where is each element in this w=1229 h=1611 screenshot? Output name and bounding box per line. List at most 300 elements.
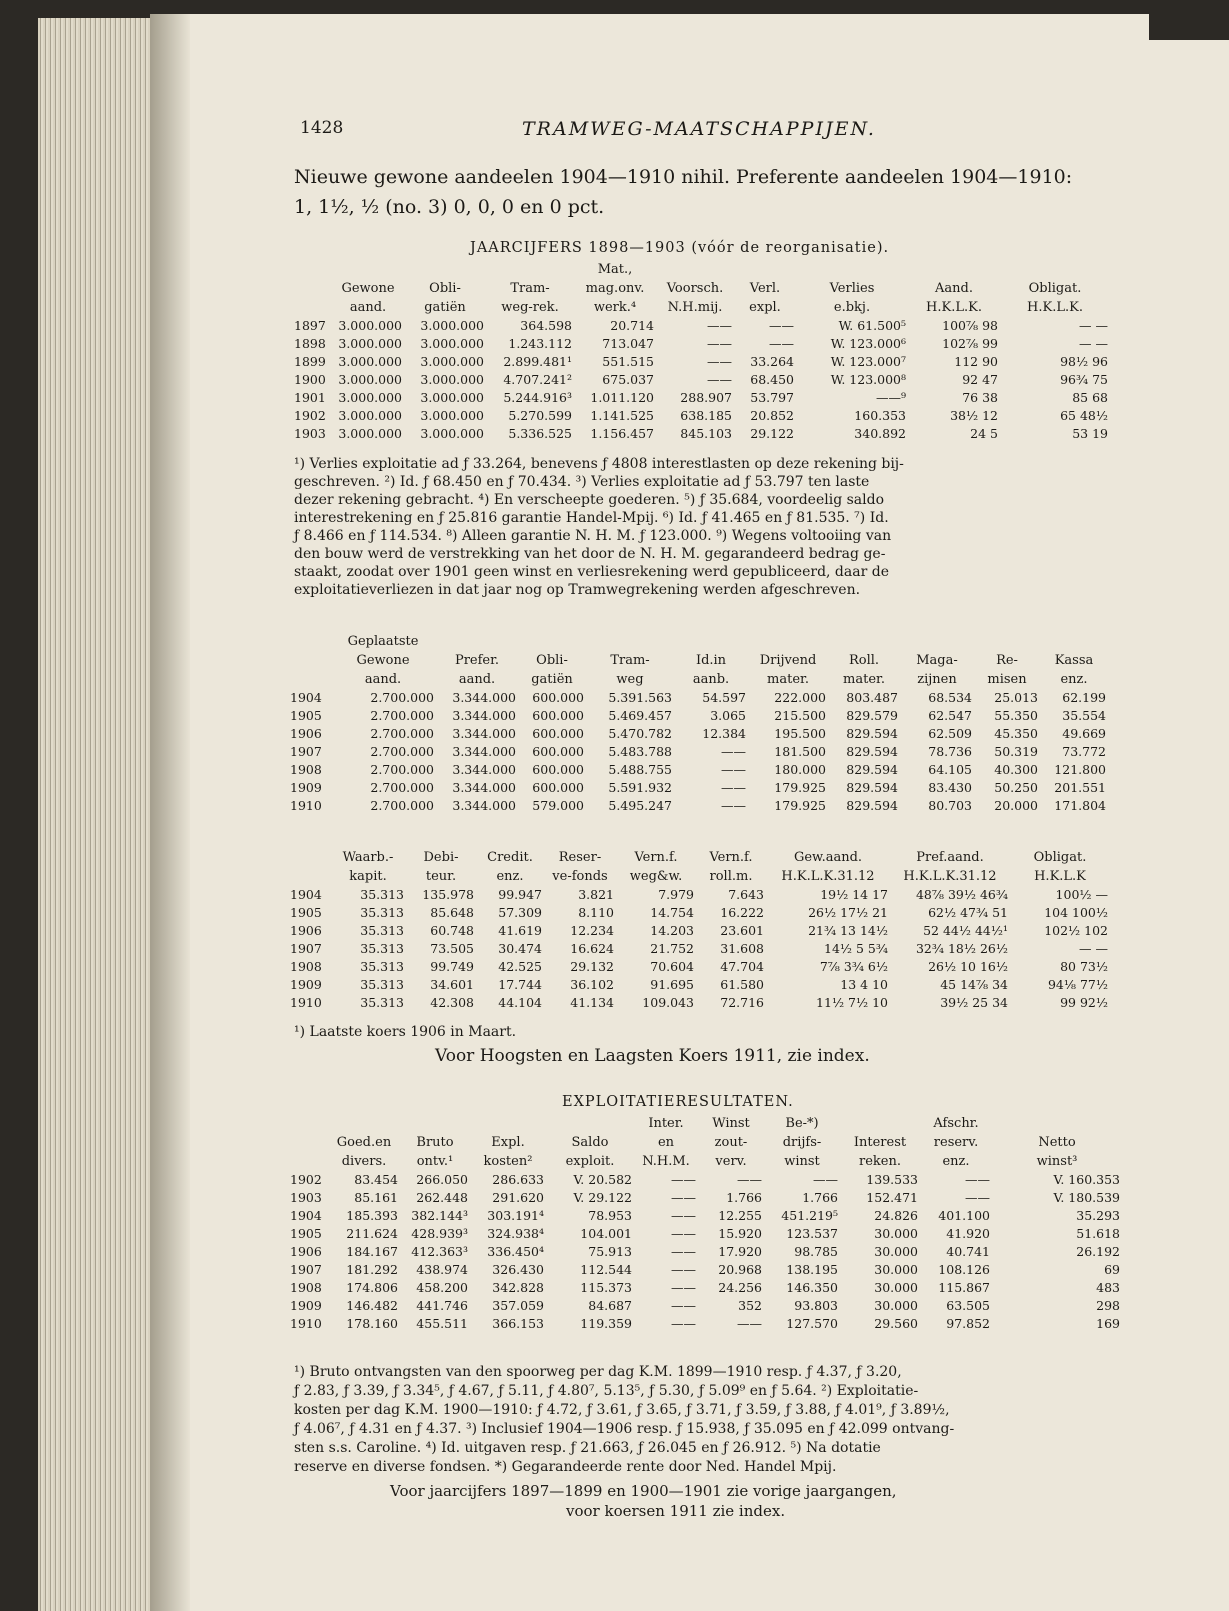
- table-cell: 600.000: [532, 726, 584, 741]
- footnote-line: den bouw werd de verstrekking van het door de N. H. M. gegarandeerd bedrag ge-: [294, 546, 886, 562]
- column-header: [290, 867, 330, 886]
- column-header: Obligat.: [1028, 281, 1082, 296]
- dark-corner: [1149, 0, 1229, 40]
- table-cell: 62.547: [928, 708, 972, 723]
- table-cell: 428.939³: [411, 1226, 468, 1241]
- column-header: divers.: [341, 1154, 387, 1169]
- table-cell: 438.974: [416, 1262, 468, 1277]
- table-cell: ——: [707, 336, 732, 351]
- column-header: enz.: [496, 869, 524, 884]
- table-cell: 96¾ 75: [1060, 372, 1108, 387]
- column-header: [992, 1114, 1122, 1133]
- table-cell: 62.199: [1062, 690, 1106, 705]
- table-cell: 3.344.000: [452, 798, 516, 813]
- table-cell: 102⅞ 99: [942, 336, 998, 351]
- table-cell: 121.800: [1054, 762, 1106, 777]
- table-cell: 91.695: [650, 977, 694, 992]
- table-cell: 36.102: [570, 977, 614, 992]
- table-cell: 104 100½: [1044, 905, 1108, 920]
- table-cell: ——: [721, 780, 746, 795]
- column-header: Gewone: [356, 653, 410, 668]
- header-row: [290, 1114, 1122, 1133]
- column-header: [294, 260, 332, 279]
- table-cell: 69: [1104, 1262, 1120, 1277]
- table-cell: 98½ 96: [1060, 354, 1108, 369]
- table-cell: 11½ 7½ 10: [816, 995, 888, 1010]
- year-cell: 1902: [290, 1172, 322, 1187]
- column-header: [518, 632, 586, 651]
- table-cell: 35.313: [360, 887, 404, 902]
- table-cell: 181.292: [346, 1262, 398, 1277]
- table-cell: 713.047: [602, 336, 654, 351]
- table-cell: 458.200: [416, 1280, 468, 1295]
- table-cell: 291.620: [492, 1190, 544, 1205]
- table-cell: 286.633: [492, 1172, 544, 1187]
- column-header: mag.onv.: [585, 281, 645, 296]
- footnote-line: kosten per dag K.M. 1900—1910: ƒ 4.72, ƒ 3.61, ƒ 3.65, ƒ 3.71, ƒ 3.59, ƒ 3.88, ƒ 4.01⁹, ƒ 3.89½,: [294, 1402, 950, 1418]
- table-cell: 579.000: [532, 798, 584, 813]
- column-header: gatiën: [424, 300, 466, 315]
- column-header: Roll.: [848, 653, 880, 668]
- table-cell: 62½ 47¾ 51: [928, 905, 1008, 920]
- table-cell: 3.821: [578, 887, 614, 902]
- year-cell: 1897: [294, 318, 326, 333]
- column-header: Vern.f.: [634, 850, 678, 865]
- table-cell: 2.700.000: [370, 744, 434, 759]
- table-cell: ——: [671, 1262, 696, 1277]
- closing-line-1: Voor jaarcijfers 1897—1899 en 1900—1901 zie vorige jaargangen,: [390, 1482, 897, 1500]
- table-cell: 75.913: [588, 1244, 632, 1259]
- table-cell: 99.749: [430, 959, 474, 974]
- table-cell: 15.920: [718, 1226, 762, 1241]
- table-cell: 112 90: [954, 354, 998, 369]
- column-header: [290, 651, 330, 670]
- table-cell: 455.511: [416, 1316, 468, 1331]
- column-header: Saldo: [571, 1135, 609, 1150]
- table-cell: 2.700.000: [370, 726, 434, 741]
- table-cell: 298: [1096, 1298, 1120, 1313]
- table-row: [290, 1171, 1122, 1189]
- column-header: [436, 632, 518, 651]
- table-cell: 38½ 12: [950, 408, 998, 423]
- table-cell: 829.594: [846, 780, 898, 795]
- table-cell: 451.219⁵: [781, 1208, 838, 1223]
- table-cell: 23.601: [720, 923, 764, 938]
- column-header: reken.: [859, 1154, 901, 1169]
- year-cell: 1904: [290, 887, 322, 902]
- table-cell: 3.344.000: [452, 744, 516, 759]
- table-cell: 25.013: [994, 690, 1038, 705]
- table-cell: 102½ 102: [1044, 923, 1108, 938]
- column-header: winst³: [1036, 1154, 1078, 1169]
- table-cell: 119.359: [580, 1316, 632, 1331]
- table-cell: 12.255: [718, 1208, 762, 1223]
- table-cell: 54.597: [702, 690, 746, 705]
- column-header: [294, 298, 332, 317]
- table-cell: 52 44½ 44½¹: [923, 923, 1008, 938]
- column-header: exploit.: [565, 1154, 615, 1169]
- table-cell: 73.772: [1062, 744, 1106, 759]
- column-header: [290, 1114, 328, 1133]
- column-header: kosten²: [483, 1154, 533, 1169]
- table-cell: 638.185: [680, 408, 732, 423]
- table-cell: 364.598: [520, 318, 572, 333]
- table-cell: 195.500: [774, 726, 826, 741]
- table-cell: 303.191⁴: [487, 1208, 544, 1223]
- table-cell: 146.350: [786, 1280, 838, 1295]
- column-header: ve-fonds: [552, 869, 608, 884]
- table-cell: — —: [1079, 318, 1108, 333]
- table-cell: 17.920: [718, 1244, 762, 1259]
- table-cell: 63.505: [946, 1298, 990, 1313]
- year-cell: 1910: [290, 995, 322, 1010]
- table-cell: 3.000.000: [338, 408, 402, 423]
- year-cell: 1907: [290, 1262, 322, 1277]
- year-cell: 1909: [290, 780, 322, 795]
- column-header: verv.: [715, 1154, 747, 1169]
- table-cell: 146.482: [346, 1298, 398, 1313]
- table4-exploitatieresultaten: [290, 1114, 1122, 1333]
- table-row: [290, 1261, 1122, 1279]
- table-row: [294, 371, 1110, 389]
- table-cell: 5.270.599: [508, 408, 572, 423]
- table-cell: 3.344.000: [452, 690, 516, 705]
- column-header: enz.: [1060, 672, 1088, 687]
- column-header: Vern.f.: [709, 850, 753, 865]
- year-cell: 1898: [294, 336, 326, 351]
- column-header: [900, 632, 974, 651]
- column-header: Interest: [853, 1135, 907, 1150]
- column-header: aand.: [458, 672, 496, 687]
- table-cell: 99.947: [498, 887, 542, 902]
- column-header: Bruto: [416, 1135, 454, 1150]
- table-cell: 30.474: [498, 941, 542, 956]
- table-cell: 53 19: [1072, 426, 1108, 441]
- table-cell: 29.122: [750, 426, 794, 441]
- header-row: [294, 260, 1110, 279]
- table-row: [290, 1189, 1122, 1207]
- column-header: N.H.M.: [642, 1154, 690, 1169]
- table3-note: Voor Hoogsten en Laagsten Koers 1911, zie index.: [435, 1046, 870, 1066]
- header-row: [290, 632, 1108, 651]
- column-header: H.K.L.K.31.12: [903, 869, 997, 884]
- table-cell: 98.785: [794, 1244, 838, 1259]
- table-cell: 70.604: [650, 959, 694, 974]
- table-cell: 35.313: [360, 905, 404, 920]
- table-cell: ——: [813, 1172, 838, 1187]
- intro-line-2: 1, 1½, ½ (no. 3) 0, 0, 0 en 0 pct.: [294, 196, 605, 218]
- table-cell: 169: [1096, 1316, 1120, 1331]
- table-cell: 13 4 10: [840, 977, 888, 992]
- table-cell: 85.648: [430, 905, 474, 920]
- column-header: Winst: [712, 1116, 750, 1131]
- column-header: [470, 1114, 546, 1133]
- table-cell: 50.250: [994, 780, 1038, 795]
- column-header: [828, 632, 900, 651]
- table-cell: ——: [737, 1172, 762, 1187]
- column-header: Reser-: [558, 850, 602, 865]
- column-header: Maga-: [916, 653, 958, 668]
- table-cell: 675.037: [602, 372, 654, 387]
- header-row: [290, 651, 1108, 670]
- column-header: [734, 260, 796, 279]
- table-cell: 803.487: [846, 690, 898, 705]
- table-cell: ——: [671, 1298, 696, 1313]
- table-row: [290, 743, 1108, 761]
- table-cell: 16.624: [570, 941, 614, 956]
- table-cell: 2.700.000: [370, 708, 434, 723]
- column-header: [290, 670, 330, 689]
- column-header: [332, 260, 404, 279]
- table-cell: 108.126: [938, 1262, 990, 1277]
- table-cell: ——: [671, 1172, 696, 1187]
- column-header: aand.: [349, 300, 387, 315]
- header-row: [290, 867, 1110, 886]
- table-cell: 845.103: [680, 426, 732, 441]
- table-cell: 49.669: [1062, 726, 1106, 741]
- table-cell: 3.000.000: [420, 354, 484, 369]
- table-cell: 5.470.782: [608, 726, 672, 741]
- table-cell: 829.594: [846, 726, 898, 741]
- table-cell: 76 38: [962, 390, 998, 405]
- table-cell: 2.899.481¹: [503, 354, 572, 369]
- column-header: Gewone: [341, 281, 395, 296]
- column-header: Goed.en: [336, 1135, 392, 1150]
- table-cell: 30.000: [874, 1298, 918, 1313]
- table-cell: 24.826: [874, 1208, 918, 1223]
- table-cell: ——⁹: [875, 390, 906, 405]
- table3-footnote: ¹) Laatste koers 1906 in Maart.: [294, 1024, 517, 1040]
- table-row: [290, 958, 1110, 976]
- column-header: Afschr.: [933, 1116, 979, 1131]
- table-cell: 352: [738, 1298, 762, 1313]
- column-header: H.K.L.K.31.12: [781, 869, 875, 884]
- table-cell: ——: [671, 1190, 696, 1205]
- table-cell: 35.313: [360, 923, 404, 938]
- table-cell: V. 29.122: [573, 1190, 632, 1205]
- table-cell: ——: [671, 1280, 696, 1295]
- table-row: [290, 886, 1110, 904]
- table-row: [290, 1315, 1122, 1333]
- column-header: e.bkj.: [833, 300, 871, 315]
- table-cell: 35.293: [1076, 1208, 1120, 1223]
- table-cell: 1.243.112: [508, 336, 572, 351]
- table-cell: 266.050: [416, 1172, 468, 1187]
- table-cell: 80.703: [928, 798, 972, 813]
- table-cell: 30.000: [874, 1280, 918, 1295]
- table-row: [294, 335, 1110, 353]
- table-cell: ——: [671, 1208, 696, 1223]
- column-header: [546, 1114, 634, 1133]
- table-cell: 85 68: [1072, 390, 1108, 405]
- year-cell: 1906: [290, 726, 322, 741]
- table-cell: 382.144³: [411, 1208, 468, 1223]
- year-cell: 1904: [290, 1208, 322, 1223]
- table-cell: 84.687: [588, 1298, 632, 1313]
- year-cell: 1905: [290, 708, 322, 723]
- column-header: H.K.L.K.: [1027, 300, 1083, 315]
- table-row: [290, 761, 1108, 779]
- column-header: ontv.¹: [416, 1154, 454, 1169]
- column-header: [290, 1133, 328, 1152]
- table-cell: 3.000.000: [420, 408, 484, 423]
- column-header: weg&w.: [629, 869, 683, 884]
- table-cell: 178.160: [346, 1316, 398, 1331]
- table-cell: 14½ 5 5¾: [824, 941, 888, 956]
- table-cell: 60.748: [430, 923, 474, 938]
- table-cell: 600.000: [532, 762, 584, 777]
- table-cell: 45.350: [994, 726, 1038, 741]
- column-header: gatiën: [531, 672, 573, 687]
- column-header: weg: [616, 672, 644, 687]
- table-cell: 115.373: [580, 1280, 632, 1295]
- column-header: Obligat.: [1033, 850, 1087, 865]
- table-cell: 55.350: [994, 708, 1038, 723]
- column-header: [328, 1114, 400, 1133]
- table-cell: 127.570: [786, 1316, 838, 1331]
- column-header: Waarb.-: [342, 850, 394, 865]
- table-cell: 41.134: [570, 995, 614, 1010]
- column-header: Voorsch.: [666, 281, 724, 296]
- column-header: H.K.L.K.: [926, 300, 982, 315]
- table-cell: 35.313: [360, 941, 404, 956]
- column-header: reserv.: [933, 1135, 979, 1150]
- table-row: [290, 707, 1108, 725]
- table-cell: 100½ —: [1055, 887, 1108, 902]
- table-cell: 30.000: [874, 1244, 918, 1259]
- year-cell: 1909: [290, 1298, 322, 1313]
- table-cell: — —: [1079, 336, 1108, 351]
- table-cell: V. 180.539: [1053, 1190, 1120, 1205]
- table-cell: 42.308: [430, 995, 474, 1010]
- table4-title: EXPLOITATIERESULTATEN.: [562, 1094, 794, 1110]
- table-cell: 2.700.000: [370, 690, 434, 705]
- table-cell: 92 47: [962, 372, 998, 387]
- table-cell: 47.704: [720, 959, 764, 974]
- header-row: [290, 1152, 1122, 1171]
- year-cell: 1900: [294, 372, 326, 387]
- column-header: [486, 260, 574, 279]
- table-cell: 19½ 14 17: [820, 887, 888, 902]
- table-row: [290, 1297, 1122, 1315]
- table-cell: 211.624: [346, 1226, 398, 1241]
- table-cell: 3.000.000: [420, 318, 484, 333]
- table-row: [290, 1279, 1122, 1297]
- column-header: aand.: [364, 672, 402, 687]
- table-cell: 160.353: [854, 408, 906, 423]
- running-title: TRAMWEG-MAATSCHAPPIJEN.: [522, 118, 876, 140]
- table-cell: 3.344.000: [452, 708, 516, 723]
- binding-gutter-shadow: [150, 14, 190, 1611]
- table-cell: ——: [721, 798, 746, 813]
- column-header: Prefer.: [454, 653, 500, 668]
- column-header: [656, 260, 734, 279]
- table-cell: 16.222: [720, 905, 764, 920]
- column-header: Expl.: [491, 1135, 525, 1150]
- column-header: teur.: [425, 869, 457, 884]
- table-cell: 3.000.000: [338, 336, 402, 351]
- column-header: zijnen: [917, 672, 957, 687]
- table-cell: 83.454: [354, 1172, 398, 1187]
- table-cell: 3.000.000: [420, 426, 484, 441]
- column-header: [586, 632, 674, 651]
- table-cell: 600.000: [532, 690, 584, 705]
- table-cell: 1.011.120: [590, 390, 654, 405]
- table-cell: ——: [671, 1226, 696, 1241]
- column-header: weg-rek.: [501, 300, 559, 315]
- table-cell: 171.804: [1054, 798, 1106, 813]
- table-cell: 7.643: [728, 887, 764, 902]
- table-cell: 288.907: [680, 390, 732, 405]
- table-cell: W. 123.000⁸: [830, 372, 906, 387]
- year-cell: 1904: [290, 690, 322, 705]
- column-header: [748, 632, 828, 651]
- closing-line-2: voor koersen 1911 zie index.: [566, 1502, 786, 1520]
- table-cell: 26½ 17½ 21: [808, 905, 888, 920]
- column-header: Tram-: [610, 653, 650, 668]
- table2-balance: [290, 632, 1108, 815]
- table-cell: 3.344.000: [452, 780, 516, 795]
- column-header: Geplaatste: [347, 634, 419, 649]
- column-header: Verl.: [749, 281, 781, 296]
- table-cell: 61.580: [720, 977, 764, 992]
- column-header: Pref.aand.: [916, 850, 984, 865]
- table-cell: 97.852: [946, 1316, 990, 1331]
- year-cell: 1906: [290, 1244, 322, 1259]
- column-header: en: [657, 1135, 675, 1150]
- table-cell: ——: [965, 1172, 990, 1187]
- table-cell: 135.978: [422, 887, 474, 902]
- table-cell: 51.618: [1076, 1226, 1120, 1241]
- table-cell: 1.766: [802, 1190, 838, 1205]
- table-cell: 179.925: [774, 780, 826, 795]
- column-header: [1000, 260, 1110, 279]
- table-cell: 30.000: [874, 1226, 918, 1241]
- column-header: Kassa: [1054, 653, 1094, 668]
- table-cell: 181.500: [774, 744, 826, 759]
- table-row: [294, 407, 1110, 425]
- table-cell: 41.920: [946, 1226, 990, 1241]
- table-cell: 85.161: [354, 1190, 398, 1205]
- table-cell: 12.234: [570, 923, 614, 938]
- table-cell: 829.594: [846, 798, 898, 813]
- year-cell: 1906: [290, 923, 322, 938]
- table-cell: 829.594: [846, 762, 898, 777]
- table-cell: 3.000.000: [338, 390, 402, 405]
- table-cell: 44.104: [498, 995, 542, 1010]
- year-cell: 1908: [290, 1280, 322, 1295]
- table-cell: 152.471: [866, 1190, 918, 1205]
- column-header: kapit.: [349, 869, 387, 884]
- column-header: zout-: [714, 1135, 748, 1150]
- table-cell: 483: [1096, 1280, 1120, 1295]
- table-cell: 5.336.525: [508, 426, 572, 441]
- table-cell: 2.700.000: [370, 798, 434, 813]
- table-cell: 50.319: [994, 744, 1038, 759]
- column-header: Debi-: [423, 850, 459, 865]
- column-header: Aand.: [935, 281, 973, 296]
- table-cell: 100⅞ 98: [942, 318, 998, 333]
- year-cell: 1909: [290, 977, 322, 992]
- table-cell: 40.741: [946, 1244, 990, 1259]
- column-header: winst: [784, 1154, 820, 1169]
- table-cell: 5.483.788: [608, 744, 672, 759]
- table-cell: ——: [721, 744, 746, 759]
- table-cell: 7.979: [658, 887, 694, 902]
- table-cell: 3.344.000: [452, 762, 516, 777]
- table-cell: 35.554: [1062, 708, 1106, 723]
- table-cell: 57.309: [498, 905, 542, 920]
